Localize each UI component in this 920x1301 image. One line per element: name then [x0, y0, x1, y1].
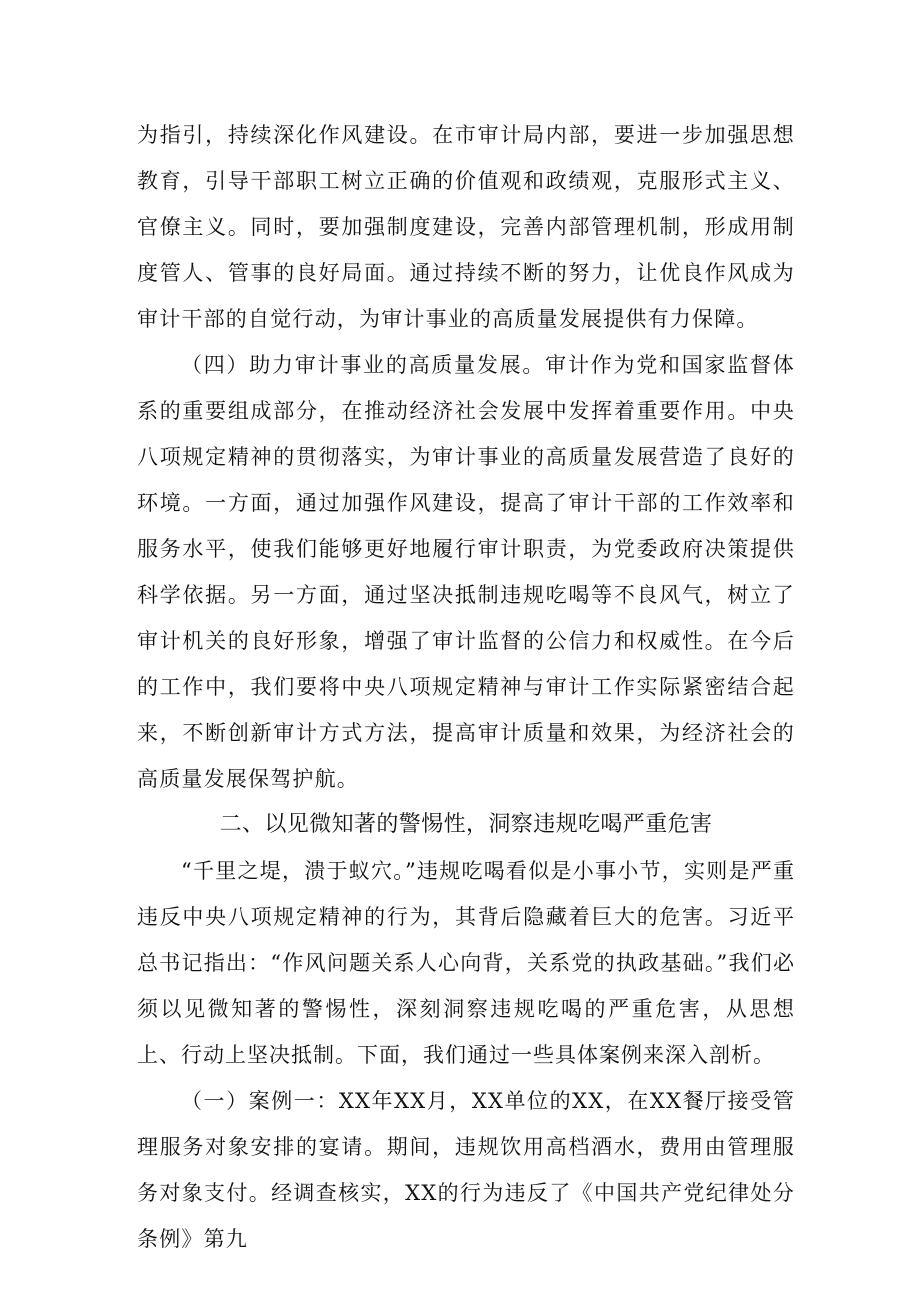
- paragraph-audit-development: （四）助力审计事业的高质量发展。审计作为党和国家监督体系的重要组成部分，在推动经济社会发展中发挥着重要作用。中央八项规定精神的贯彻落实，为审计事业的高质量发展营造了良好的环境。一方面，通过加强作风建设，提高了审计干部的工作效率和服务水平，使我们能够更好地履行审计职责，为党委政府决策提供科学依据。另一方面，通过坚决抵制违规吃喝等不良风气，树立了审计机关的良好形象，增强了审计监督的公信力和权威性。在今后的工作中，我们要将中央八项规定精神与审计工作实际紧密结合起来，不断创新审计方式方法，提高审计质量和效果，为经济社会的高质量发展保驾护航。: [137, 353, 795, 791]
- document-body: [137, 112, 795, 1262]
- paragraph-dangers-intro: “千里之堤，溃于蚁穴。”违规吃喝看似是小事小节，实则是严重违反中央八项规定精神的行为，其背后隐藏着巨大的危害。习近平总书记指出：“作风问题关系人心向背，关系党的执政基础。”我们必须以见微知著的警惕性，深刻洞察违规吃喝的严重危害，从思想上、行动上坚决抵制。下面，我们通过一些具体案例来深入剖析。: [137, 859, 795, 1067]
- paragraph-conduct-building: 为指引，持续深化作风建设。在市审计局内部，要进一步加强思想教育，引导干部职工树立正确的价值观和政绩观，克服形式主义、官僚主义。同时，要加强制度建设，完善内部管理机制，形成用制度管人、管事的良好局面。通过持续不断的努力，让优良作风成为审计干部的自觉行动，为审计事业的高质量发展提供有力保障。: [137, 123, 795, 331]
- section-heading: 二、以见微知著的警惕性，洞察违规吃喝严重危害: [219, 812, 713, 837]
- paragraph-case-one: （一）案例一：XX年XX月，XX单位的XX，在XX餐厅接受管理服务对象安排的宴请。期间，违规饮用高档酒水，费用由管理服务对象支付。经调查核实，XX的行为违反了《中国共产党纪律处分条例》第九: [137, 1089, 795, 1251]
